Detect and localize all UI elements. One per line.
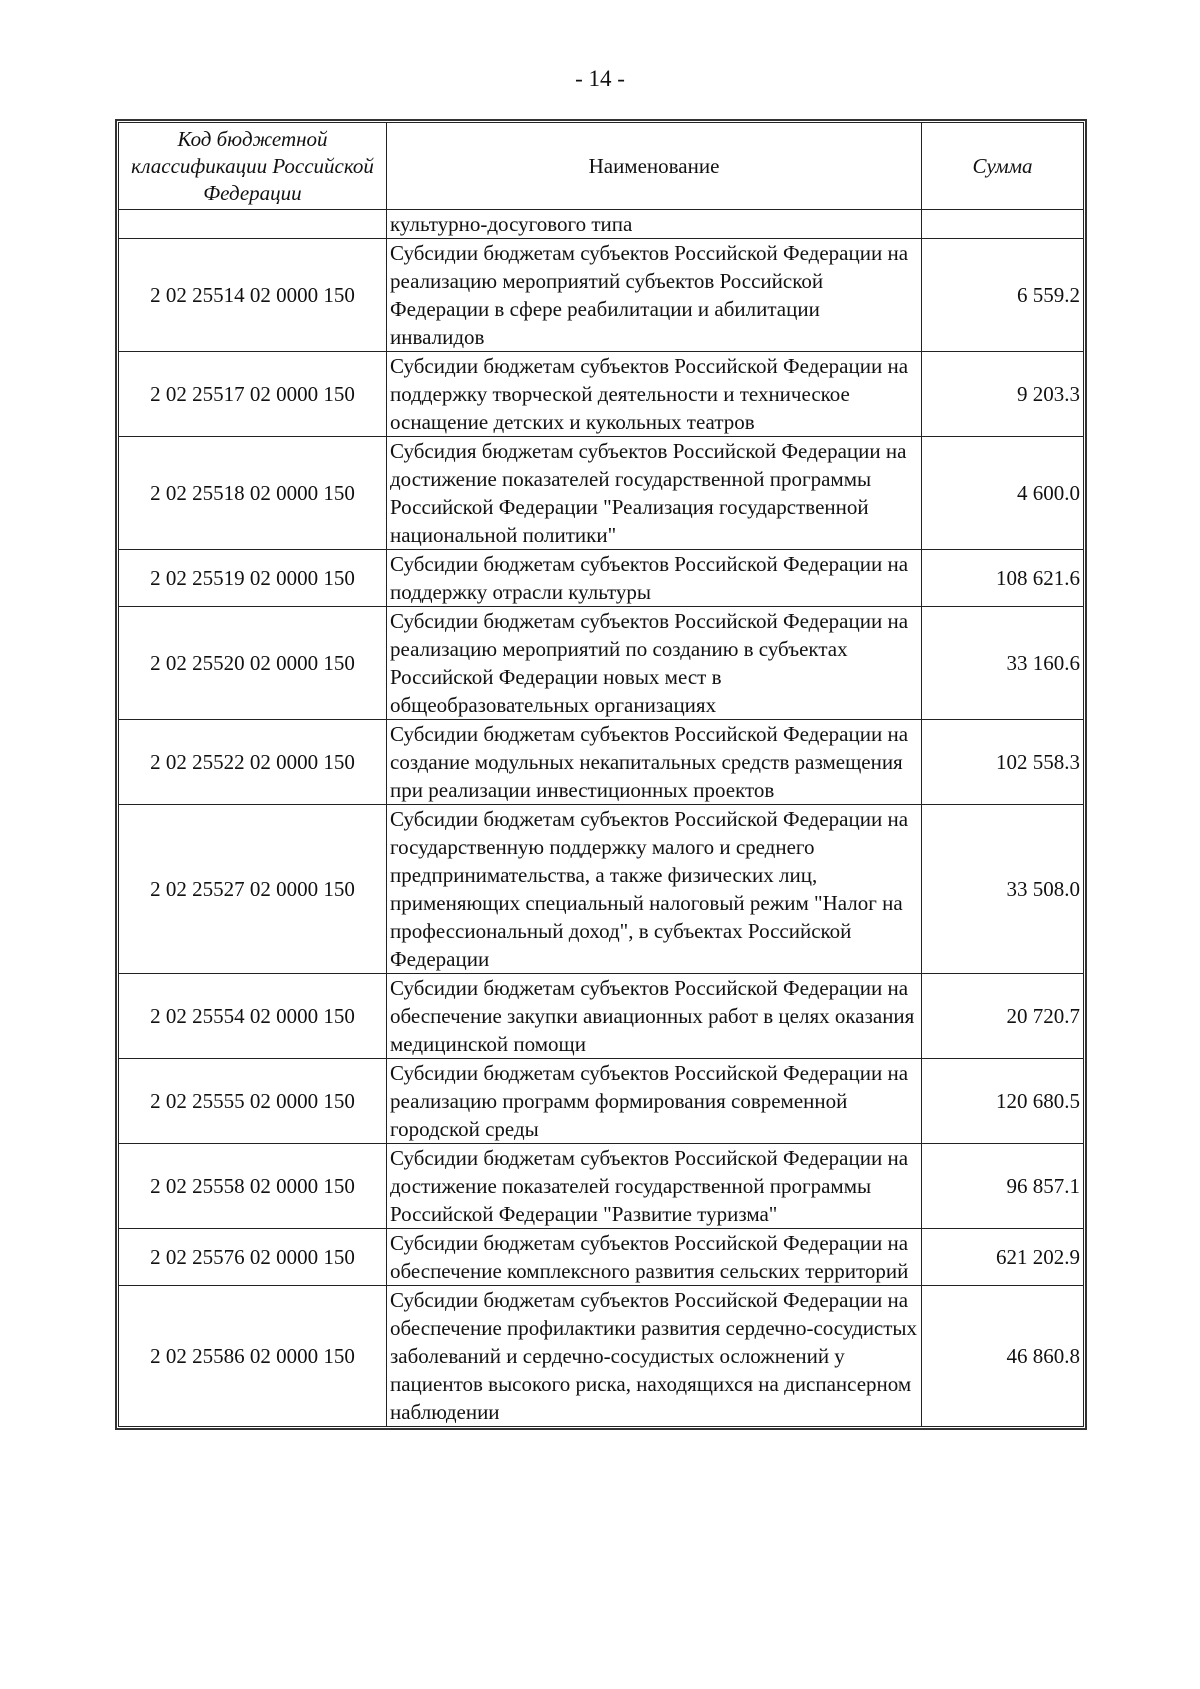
row-name: Субсидии бюджетам субъектов Российской Федерации на поддержку творческой деятельности и техническое оснащение детских и кукольных театров xyxy=(387,352,922,437)
row-name: Субсидии бюджетам субъектов Российской Федерации на государственную поддержку малого и среднего предпринимательства, а также физических лиц, применяющих специальный налоговый режим "Налог на профессиональный доход", в субъектах Российской Федерации xyxy=(387,805,922,974)
row-sum: 102 558.3 xyxy=(922,720,1084,805)
table-row xyxy=(119,607,1084,720)
row-code: 2 02 25558 02 0000 150 xyxy=(119,1144,387,1229)
table-row xyxy=(119,720,1084,805)
table-row xyxy=(119,210,1084,239)
table-row xyxy=(119,1059,1084,1144)
row-name: Субсидии бюджетам субъектов Российской Федерации на реализацию программ формирования современной городской среды xyxy=(387,1059,922,1144)
row-name: Субсидии бюджетам субъектов Российской Федерации на обеспечение комплексного развития сельских территорий xyxy=(387,1229,922,1286)
row-name: Субсидии бюджетам субъектов Российской Федерации на реализацию мероприятий по созданию в субъектах Российской Федерации новых мест в общеобразовательных организациях xyxy=(387,607,922,720)
row-name: Субсидии бюджетам субъектов Российской Федерации на создание модульных некапитальных средств размещения при реализации инвестиционных проектов xyxy=(387,720,922,805)
row-sum: 9 203.3 xyxy=(922,352,1084,437)
row-sum: 621 202.9 xyxy=(922,1229,1084,1286)
row-sum: 120 680.5 xyxy=(922,1059,1084,1144)
page-number: - 14 - xyxy=(575,66,625,91)
row-code: 2 02 25576 02 0000 150 xyxy=(119,1229,387,1286)
row-code: 2 02 25518 02 0000 150 xyxy=(119,437,387,550)
table-row xyxy=(119,352,1084,437)
row-code: 2 02 25514 02 0000 150 xyxy=(119,239,387,352)
row-sum: 6 559.2 xyxy=(922,239,1084,352)
row-sum: 33 508.0 xyxy=(922,805,1084,974)
row-sum: 4 600.0 xyxy=(922,437,1084,550)
table-row xyxy=(119,239,1084,352)
row-code: 2 02 25517 02 0000 150 xyxy=(119,352,387,437)
header-code: Код бюджетной классификации Российской Федерации xyxy=(119,123,387,210)
row-name: Субсидии бюджетам субъектов Российской Федерации на достижение показателей государственной программы Российской Федерации "Развитие туризма" xyxy=(387,1144,922,1229)
row-code: 2 02 25527 02 0000 150 xyxy=(119,805,387,974)
table-row xyxy=(119,1144,1084,1229)
table-row xyxy=(119,1286,1084,1427)
row-sum: 20 720.7 xyxy=(922,974,1084,1059)
row-name: Субсидии бюджетам субъектов Российской Федерации на обеспечение профилактики развития сердечно-сосудистых заболеваний и сердечно-сосудистых осложнений у пациентов высокого риска, находящихся на диспансерном наблюдении xyxy=(387,1286,922,1427)
row-code: 2 02 25586 02 0000 150 xyxy=(119,1286,387,1427)
row-name: Субсидии бюджетам субъектов Российской Федерации на обеспечение закупки авиационных работ в целях оказания медицинской помощи xyxy=(387,974,922,1059)
row-code: 2 02 25554 02 0000 150 xyxy=(119,974,387,1059)
row-code: 2 02 25520 02 0000 150 xyxy=(119,607,387,720)
row-name: Субсидия бюджетам субъектов Российской Федерации на достижение показателей государственной программы Российской Федерации "Реализация государственной национальной политики" xyxy=(387,437,922,550)
row-sum xyxy=(922,210,1084,239)
table-row xyxy=(119,805,1084,974)
table-row xyxy=(119,437,1084,550)
row-sum: 96 857.1 xyxy=(922,1144,1084,1229)
header-sum: Сумма xyxy=(922,123,1084,210)
table-row xyxy=(119,550,1084,607)
table-row xyxy=(119,1229,1084,1286)
row-sum: 108 621.6 xyxy=(922,550,1084,607)
row-name: культурно-досугового типа xyxy=(387,210,922,239)
table-row xyxy=(119,974,1084,1059)
row-code: 2 02 25555 02 0000 150 xyxy=(119,1059,387,1144)
budget-table xyxy=(118,122,1084,1427)
row-name: Субсидии бюджетам субъектов Российской Федерации на поддержку отрасли культуры xyxy=(387,550,922,607)
row-code: 2 02 25519 02 0000 150 xyxy=(119,550,387,607)
row-sum: 46 860.8 xyxy=(922,1286,1084,1427)
row-sum: 33 160.6 xyxy=(922,607,1084,720)
row-name: Субсидии бюджетам субъектов Российской Федерации на реализацию мероприятий субъектов Российской Федерации в сфере реабилитации и абилитации инвалидов xyxy=(387,239,922,352)
header-name: Наименование xyxy=(387,123,922,210)
table-header-row xyxy=(119,123,1084,210)
row-code: 2 02 25522 02 0000 150 xyxy=(119,720,387,805)
row-code xyxy=(119,210,387,239)
